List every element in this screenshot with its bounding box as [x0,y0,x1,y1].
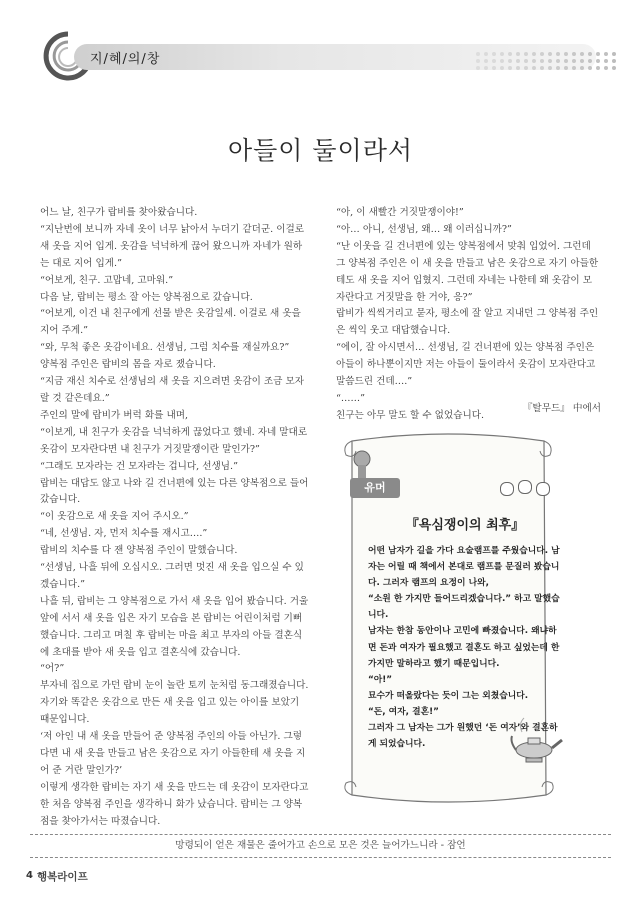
paragraph: “지난번에 보니까 자네 옷이 너무 낡아서 누더기 같더군. 이걸로 새 옷을 지어 입게. 옷감을 넉넉하게 끊어 왔으니까 자네가 원하는 대로 지어 입게.” [40,223,305,269]
humor-paragraph: 어떤 남자가 길을 가다 요술램프를 주웠습니다. 남자는 어릴 때 책에서 본대로 램프를 문질러 봤습니다. 그러자 램프의 요정이 나와, [368,546,560,589]
humor-paragraph: “아!” [368,674,393,685]
article-title: 아들이 둘이라서 [228,136,413,165]
paragraph: “지금 재신 치수로 선생님의 새 옷을 지으려면 옷감이 조금 모자랄 것 같은데요.” [40,376,305,404]
paragraph: 다음 날, 랍비는 평소 잘 아는 양복점으로 갔습니다. [40,291,253,303]
paragraph: “에이, 잘 아시면서… 선생님, 길 건너편에 있는 양복점 주인은 아들이 하나뿐이지만 저는 아들이 둘이라서 옷감이 모자란다고 말씀드린 건데….” [336,342,596,388]
paragraph: “어보게, 친구. 고맙네, 고마워.” [40,274,174,286]
paragraph: 나흘 뒤, 랍비는 그 양복점으로 가서 새 옷을 입어 봤습니다. 거울 앞에 서서 새 옷을 입은 자기 모습을 본 랍비는 어린이처럼 기뻐했습니다. 그리고 며칠 후 랍비는 마을 최고 부자의 아들 결혼식에 초대를 받아 새 옷을 입고 결혼식에 갔습니다. [40,595,309,658]
paragraph: “네, 선생님. 자, 먼저 치수를 재시고….” [40,528,208,540]
paragraph: “아, 이 새빨간 거짓말쟁이야!” [336,207,464,218]
paragraph: 어느 날, 친구가 랍비를 찾아왔습니다. [40,207,198,218]
paragraph: “그래도 모자라는 건 모자라는 겁니다, 선생님.” [40,460,238,472]
paragraph: 이렇게 생각한 랍비는 자기 새 옷을 만드는 데 옷감이 모자란다고 한 처음 양복점 주인을 생각하니 화가 났습니다. 랍비는 그 양복점을 찾아가서는 따졌습니다. [40,781,309,827]
paragraph: ‘저 아인 내 새 옷을 만들어 준 양복점 주인의 아들 아닌가. 그렇다면 내 새 옷을 만들고 남은 옷감으로 자기 아들한테 새 옷을 지어 준 거란 말인가?’ [40,731,306,776]
paragraph: 랍비의 치수를 다 잰 양복점 주인이 말했습니다. [40,545,238,557]
paragraph: “이 옷감으로 새 옷을 지어 주시오.” [40,511,189,523]
magic-lamp-icon [508,716,564,766]
paragraph: “……” [336,392,365,404]
source-citation: 『탈무드』 中에서 [522,403,601,414]
decorative-dots-icon [476,52,618,82]
paragraph: “아… 아니, 선생님, 왜… 왜 이러십니까?” [336,223,512,235]
left-column [40,205,310,831]
humor-paragraph: 남자는 한참 동안이나 고민에 빠졌습니다. 왜냐하면 돈과 여자가 필요했고 결혼도 하고 싶었는데 한 가지만 말하라고 했기 때문입니다. [368,626,560,669]
humor-title: 『욕심쟁이의 최후』 [405,518,525,533]
paragraph: 부자네 집으로 가던 랍비 눈이 놀란 토끼 눈처럼 동그래졌습니다. 자기와 똑같은 옷감으로 만든 새 옷을 입고 있는 아이를 보았기 때문입니다. [40,680,309,726]
humor-tab: 유머 [350,478,400,498]
paragraph: 친구는 아무 말도 할 수 없었습니다. [336,409,485,421]
page-number: 4 [26,870,33,881]
smiley-faces-icon [500,480,550,494]
proverb-banner: 망령되이 얻은 재물은 줄어가고 손으로 모은 것은 늘어가느니라 - 잠언 [30,834,611,858]
humor-paragraph: “돈, 여자, 결혼!” [368,706,439,717]
humor-paragraph: “소원 한 가지만 들어드리겠습니다.” 하고 말했습니다. [368,594,560,621]
magazine-name: 행복라이프 [37,871,88,883]
paragraph: “선생님, 나흘 뒤에 오십시오. 그러면 멋진 새 옷을 입으실 수 있겠습니다.” [40,562,304,590]
paragraph: 랍비가 씩씩거리고 묻자, 평소에 잘 알고 지내던 그 양복점 주인은 씩익 웃고 대답했습니다. [336,308,599,337]
humor-paragraph: 묘수가 떠올랐다는 듯이 그는 외쳤습니다. [368,690,529,701]
paragraph: 양복점 주인은 랍비의 몸을 자로 쟀습니다. [40,359,216,371]
right-column [336,205,601,425]
humor-paragraph: 그러자 그 남자는 그가 원했던 ‘돈 여자’와 결혼하게 되었습니다. [368,723,558,750]
section-header [38,28,608,84]
paragraph: 랍비는 대답도 않고 나와 길 건너편에 있는 다른 양복점으로 들어갔습니다. [40,477,309,506]
paragraph: “난 이웃을 길 건너편에 있는 양복점에서 맞춰 입었어. 그런데 그 양복점 주인은 이 새 옷을 만들고 남은 옷감으로 자기 아들한테도 새 옷을 지어 입혔지. 그런데 자네는 나한테 왜 옷감이 모자란다고 거짓말을 한 거야, 응?” [336,240,599,303]
paragraph: “어?” [40,663,65,675]
paragraph: “와, 무척 좋은 옷감이네요. 선생님, 그럼 치수를 재실까요?” [40,342,290,354]
section-label: 지/혜/의/창 [90,52,161,67]
paragraph: “이보게, 내 친구가 옷감을 넉넉하게 끊었다고 했네. 자네 말대로 옷감이 모자란다면 내 친구가 거짓말쟁이란 말인가?” [40,426,308,455]
paragraph: 주인의 말에 랍비가 버럭 화를 내며, [40,409,189,421]
paragraph: “어보게, 이건 내 친구에게 선물 받은 옷감일세. 이걸로 새 옷을 지어 주게.” [40,308,301,337]
